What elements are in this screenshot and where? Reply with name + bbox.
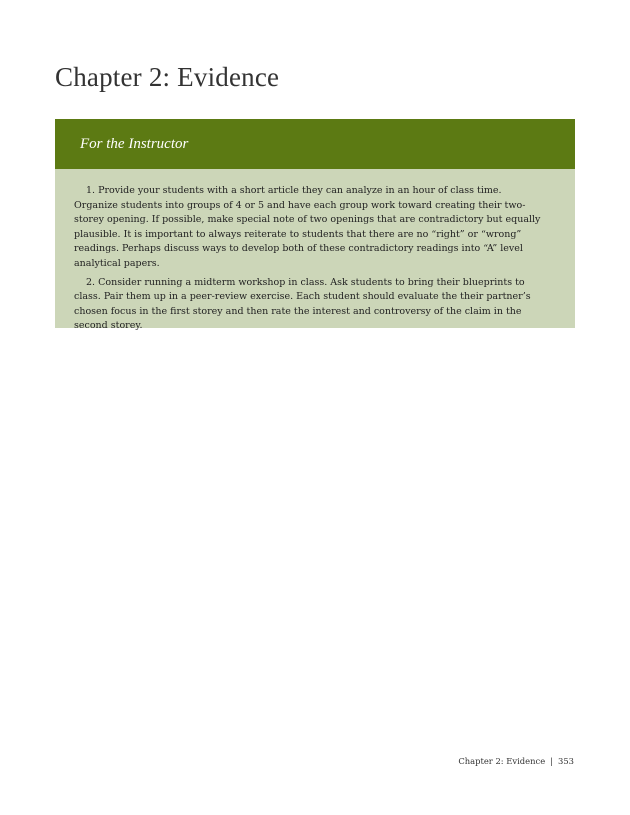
page-footer: [458, 756, 574, 766]
instructor-paragraph: 1. Provide your students with a short article they can analyze in an hour of class time. Organize students into groups of 4 or 5 and have each group work toward creating their two-storey opening. If possible, make special note of two openings that are contradictory but equally plausible. It is important to always reiterate to students that there are no “right” or “wrong” readings. Perhaps discuss ways to develop both of these contradictory readings into “A” level analytical papers.: [74, 185, 541, 269]
footer-separator: |: [550, 756, 553, 766]
instructor-paragraph: 2. Consider running a midterm workshop in class. Ask students to bring their blueprints to class. Pair them up in a peer-review exercise. Each student should evaluate the their partner’s chosen focus in the first storey and then rate the interest and controversy of the claim in the second storey.: [74, 276, 531, 332]
instructor-note-header: [55, 119, 575, 169]
instructor-note-box: [55, 119, 575, 332]
instructor-note-body: [55, 169, 575, 334]
instructor-note-heading: For the Instructor: [80, 135, 189, 152]
footer-chapter: Chapter 2: Evidence: [458, 756, 546, 766]
page-number: 353: [558, 756, 574, 766]
page-title: Chapter 2: Evidence: [55, 62, 280, 92]
